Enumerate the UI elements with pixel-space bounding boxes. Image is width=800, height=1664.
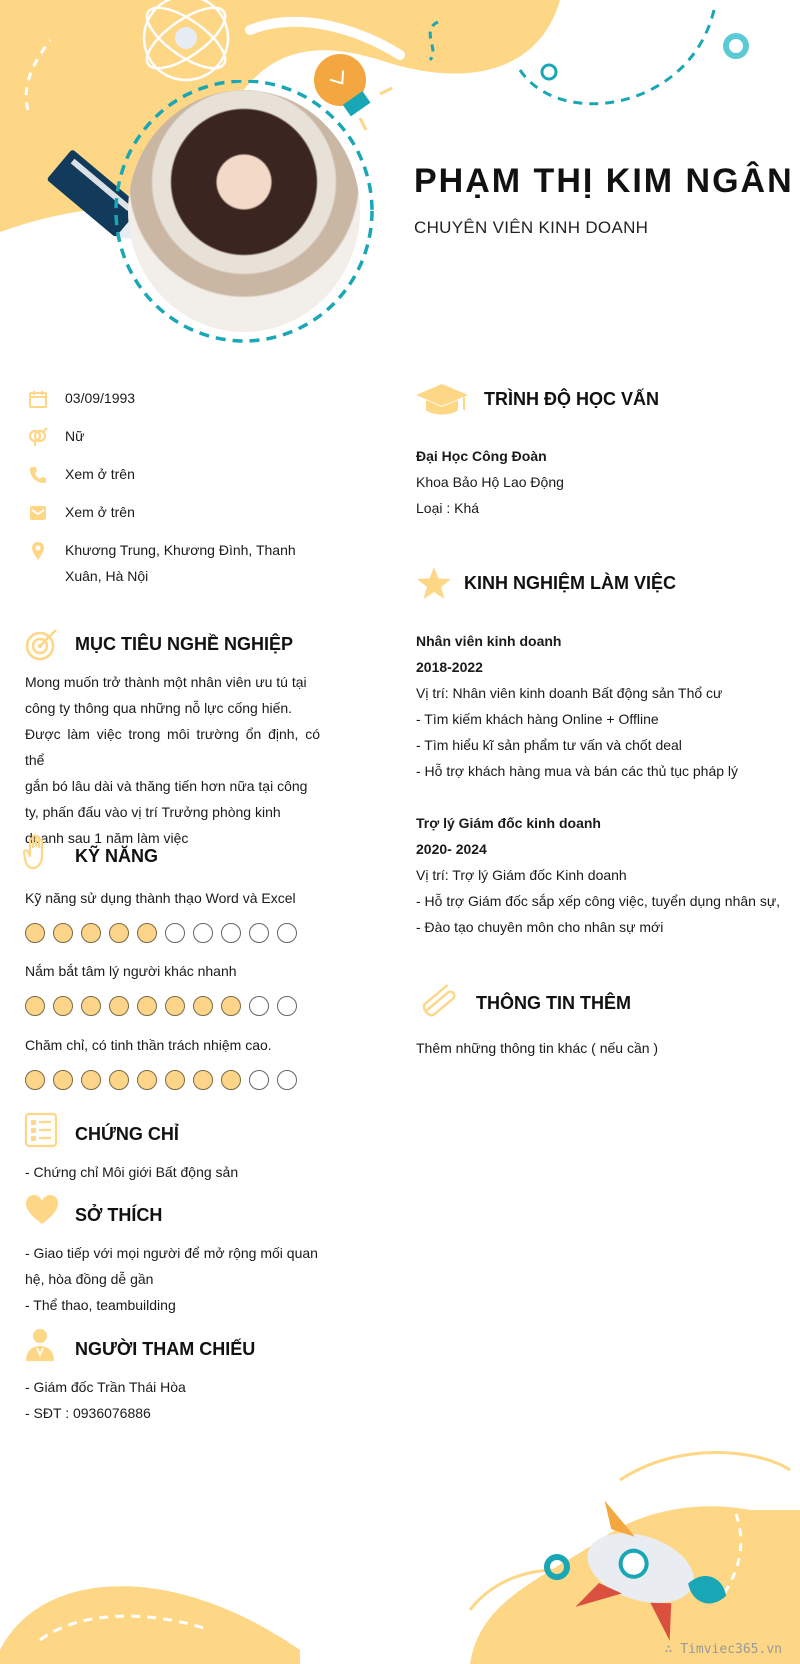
location-icon xyxy=(28,541,48,561)
person-icon xyxy=(24,1327,60,1363)
objective-line: doanh sau 1 năm làm việc xyxy=(25,830,189,846)
hobby-line: hệ, hòa đồng dễ gần xyxy=(25,1271,154,1287)
phone-text: Xem ở trên xyxy=(65,466,135,482)
rating-dot-filled xyxy=(221,1070,241,1090)
objective-text xyxy=(25,669,320,851)
job-line: - Tìm hiểu kĩ sản phẩm tư vấn và chốt deal xyxy=(416,737,682,753)
rating-dot-filled xyxy=(25,923,45,943)
education-details xyxy=(416,443,564,521)
rating-dot-filled xyxy=(81,1070,101,1090)
reference-line: - SĐT : 0936076886 xyxy=(25,1405,151,1421)
profile-photo xyxy=(128,90,360,332)
education-heading: TRÌNH ĐỘ HỌC VẤN xyxy=(484,389,659,409)
rating-dot-filled xyxy=(221,996,241,1016)
hobby-line: - Giao tiếp với mọi người để mở rộng mối quan xyxy=(25,1245,318,1261)
job-line: - Hỗ trợ Giám đốc sắp xếp công việc, tuyển dụng nhân sự, xyxy=(416,893,781,909)
hand-icon xyxy=(22,834,58,870)
rating-dot-filled xyxy=(137,996,157,1016)
address-line-1: Khương Trung, Khương Đình, Thanh xyxy=(65,542,296,558)
rating-dot-filled xyxy=(109,923,129,943)
objective-line: ty, phấn đấu vào vị trí Trưởng phòng kinh xyxy=(25,804,281,820)
job-line: Vị trí: Trợ lý Giám đốc Kinh doanh xyxy=(416,867,627,883)
gender-text: Nữ xyxy=(65,428,85,444)
experience-job xyxy=(416,810,796,940)
rating-dot-filled xyxy=(137,923,157,943)
rating-dot-empty xyxy=(277,996,297,1016)
rating-dot-filled xyxy=(109,1070,129,1090)
gender-icon xyxy=(28,427,48,447)
references-heading: NGƯỜI THAM CHIẾU xyxy=(75,1339,256,1359)
objective-line: gắn bó lâu dài và thăng tiến hơn nữa tại công xyxy=(25,778,308,794)
rating-dot-filled xyxy=(165,1070,185,1090)
job-line: - Hỗ trợ khách hàng mua và bán các thủ tục pháp lý xyxy=(416,763,739,779)
rating-dot-filled xyxy=(53,996,73,1016)
skill-rating xyxy=(25,996,297,1016)
experience-heading: KINH NGHIỆM LÀM VIỆC xyxy=(464,573,677,593)
skills-heading: KỸ NĂNG xyxy=(75,846,159,866)
extra-text: Thêm những thông tin khác ( nếu cần ) xyxy=(416,1040,659,1056)
rating-dot-empty xyxy=(277,923,297,943)
rating-dot-filled xyxy=(25,1070,45,1090)
rating-dot-filled xyxy=(137,1070,157,1090)
reference-line: - Giám đốc Trần Thái Hòa xyxy=(25,1379,186,1395)
certificate-item: - Chứng chỉ Môi giới Bất động sản xyxy=(25,1164,239,1180)
target-icon xyxy=(24,626,60,662)
rating-dot-empty xyxy=(221,923,241,943)
rating-dot-empty xyxy=(165,923,185,943)
profile-photo-frame xyxy=(112,80,376,350)
objective-heading: MỤC TIÊU NGHỀ NGHIỆP xyxy=(75,634,294,654)
job-line: - Đào tạo chuyên môn cho nhân sự mới xyxy=(416,919,664,935)
objective-line: Mong muốn trở thành một nhân viên ưu tú tại xyxy=(25,674,307,690)
paperclip-icon xyxy=(416,980,462,1020)
education-grade: Loại : Khá xyxy=(416,500,480,516)
footer-decoration xyxy=(0,1400,800,1664)
job-title: Trợ lý Giám đốc kinh doanh xyxy=(416,815,601,831)
skill-rating xyxy=(25,1070,297,1090)
rating-dot-filled xyxy=(53,923,73,943)
candidate-name: PHẠM THỊ KIM NGÂN xyxy=(414,162,794,200)
job-line: Vị trí: Nhân viên kinh doanh Bất động sản Thổ cư xyxy=(416,685,723,701)
rating-dot-empty xyxy=(249,996,269,1016)
rating-dot-empty xyxy=(249,1070,269,1090)
rating-dot-empty xyxy=(277,1070,297,1090)
education-major: Khoa Bảo Hộ Lao Động xyxy=(416,474,564,490)
calendar-icon xyxy=(28,389,48,409)
phone-icon xyxy=(28,465,48,485)
skill-label: Kỹ năng sử dụng thành thạo Word và Excel xyxy=(25,890,296,906)
watermark-text: ∴ Timviec365.vn xyxy=(664,1642,782,1657)
experience-job xyxy=(416,628,796,784)
rating-dot-empty xyxy=(193,923,213,943)
rating-dot-filled xyxy=(193,1070,213,1090)
graduation-cap-icon xyxy=(414,382,470,418)
rating-dot-filled xyxy=(165,996,185,1016)
skill-rating xyxy=(25,923,297,943)
skill-label: Nắm bắt tâm lý người khác nhanh xyxy=(25,963,237,979)
job-period: 2018-2022 xyxy=(416,659,483,675)
job-line: - Tìm kiếm khách hàng Online + Offline xyxy=(416,711,659,727)
rating-dot-filled xyxy=(81,996,101,1016)
hobbies-heading: SỞ THÍCH xyxy=(75,1205,163,1225)
hobbies-text xyxy=(25,1240,325,1318)
heart-icon xyxy=(24,1192,60,1228)
objective-line: Được làm việc trong môi trường ổn định, có thể xyxy=(25,726,320,768)
skill-label: Chăm chỉ, có tinh thần trách nhiệm cao. xyxy=(25,1037,272,1053)
extra-heading: THÔNG TIN THÊM xyxy=(476,993,631,1013)
email-text: Xem ở trên xyxy=(65,504,135,520)
star-icon xyxy=(416,566,452,600)
rating-dot-filled xyxy=(81,923,101,943)
candidate-job-title: CHUYÊN VIÊN KINH DOANH xyxy=(414,218,649,237)
objective-line: công ty thông qua những nỗ lực cống hiến. xyxy=(25,700,293,716)
rating-dot-empty xyxy=(249,923,269,943)
rating-dot-filled xyxy=(109,996,129,1016)
job-period: 2020- 2024 xyxy=(416,841,487,857)
hobby-line: - Thể thao, teambuilding xyxy=(25,1297,176,1313)
rating-dot-filled xyxy=(25,996,45,1016)
rating-dot-filled xyxy=(193,996,213,1016)
email-icon xyxy=(28,503,48,523)
education-school: Đại Học Công Đoàn xyxy=(416,448,547,464)
checklist-icon xyxy=(24,1112,60,1148)
address-line-2: Xuân, Hà Nội xyxy=(65,568,149,584)
birthday-text: 03/09/1993 xyxy=(65,390,136,406)
certificates-heading: CHỨNG CHỈ xyxy=(75,1124,179,1144)
rating-dot-filled xyxy=(53,1070,73,1090)
job-title: Nhân viên kinh doanh xyxy=(416,633,562,649)
